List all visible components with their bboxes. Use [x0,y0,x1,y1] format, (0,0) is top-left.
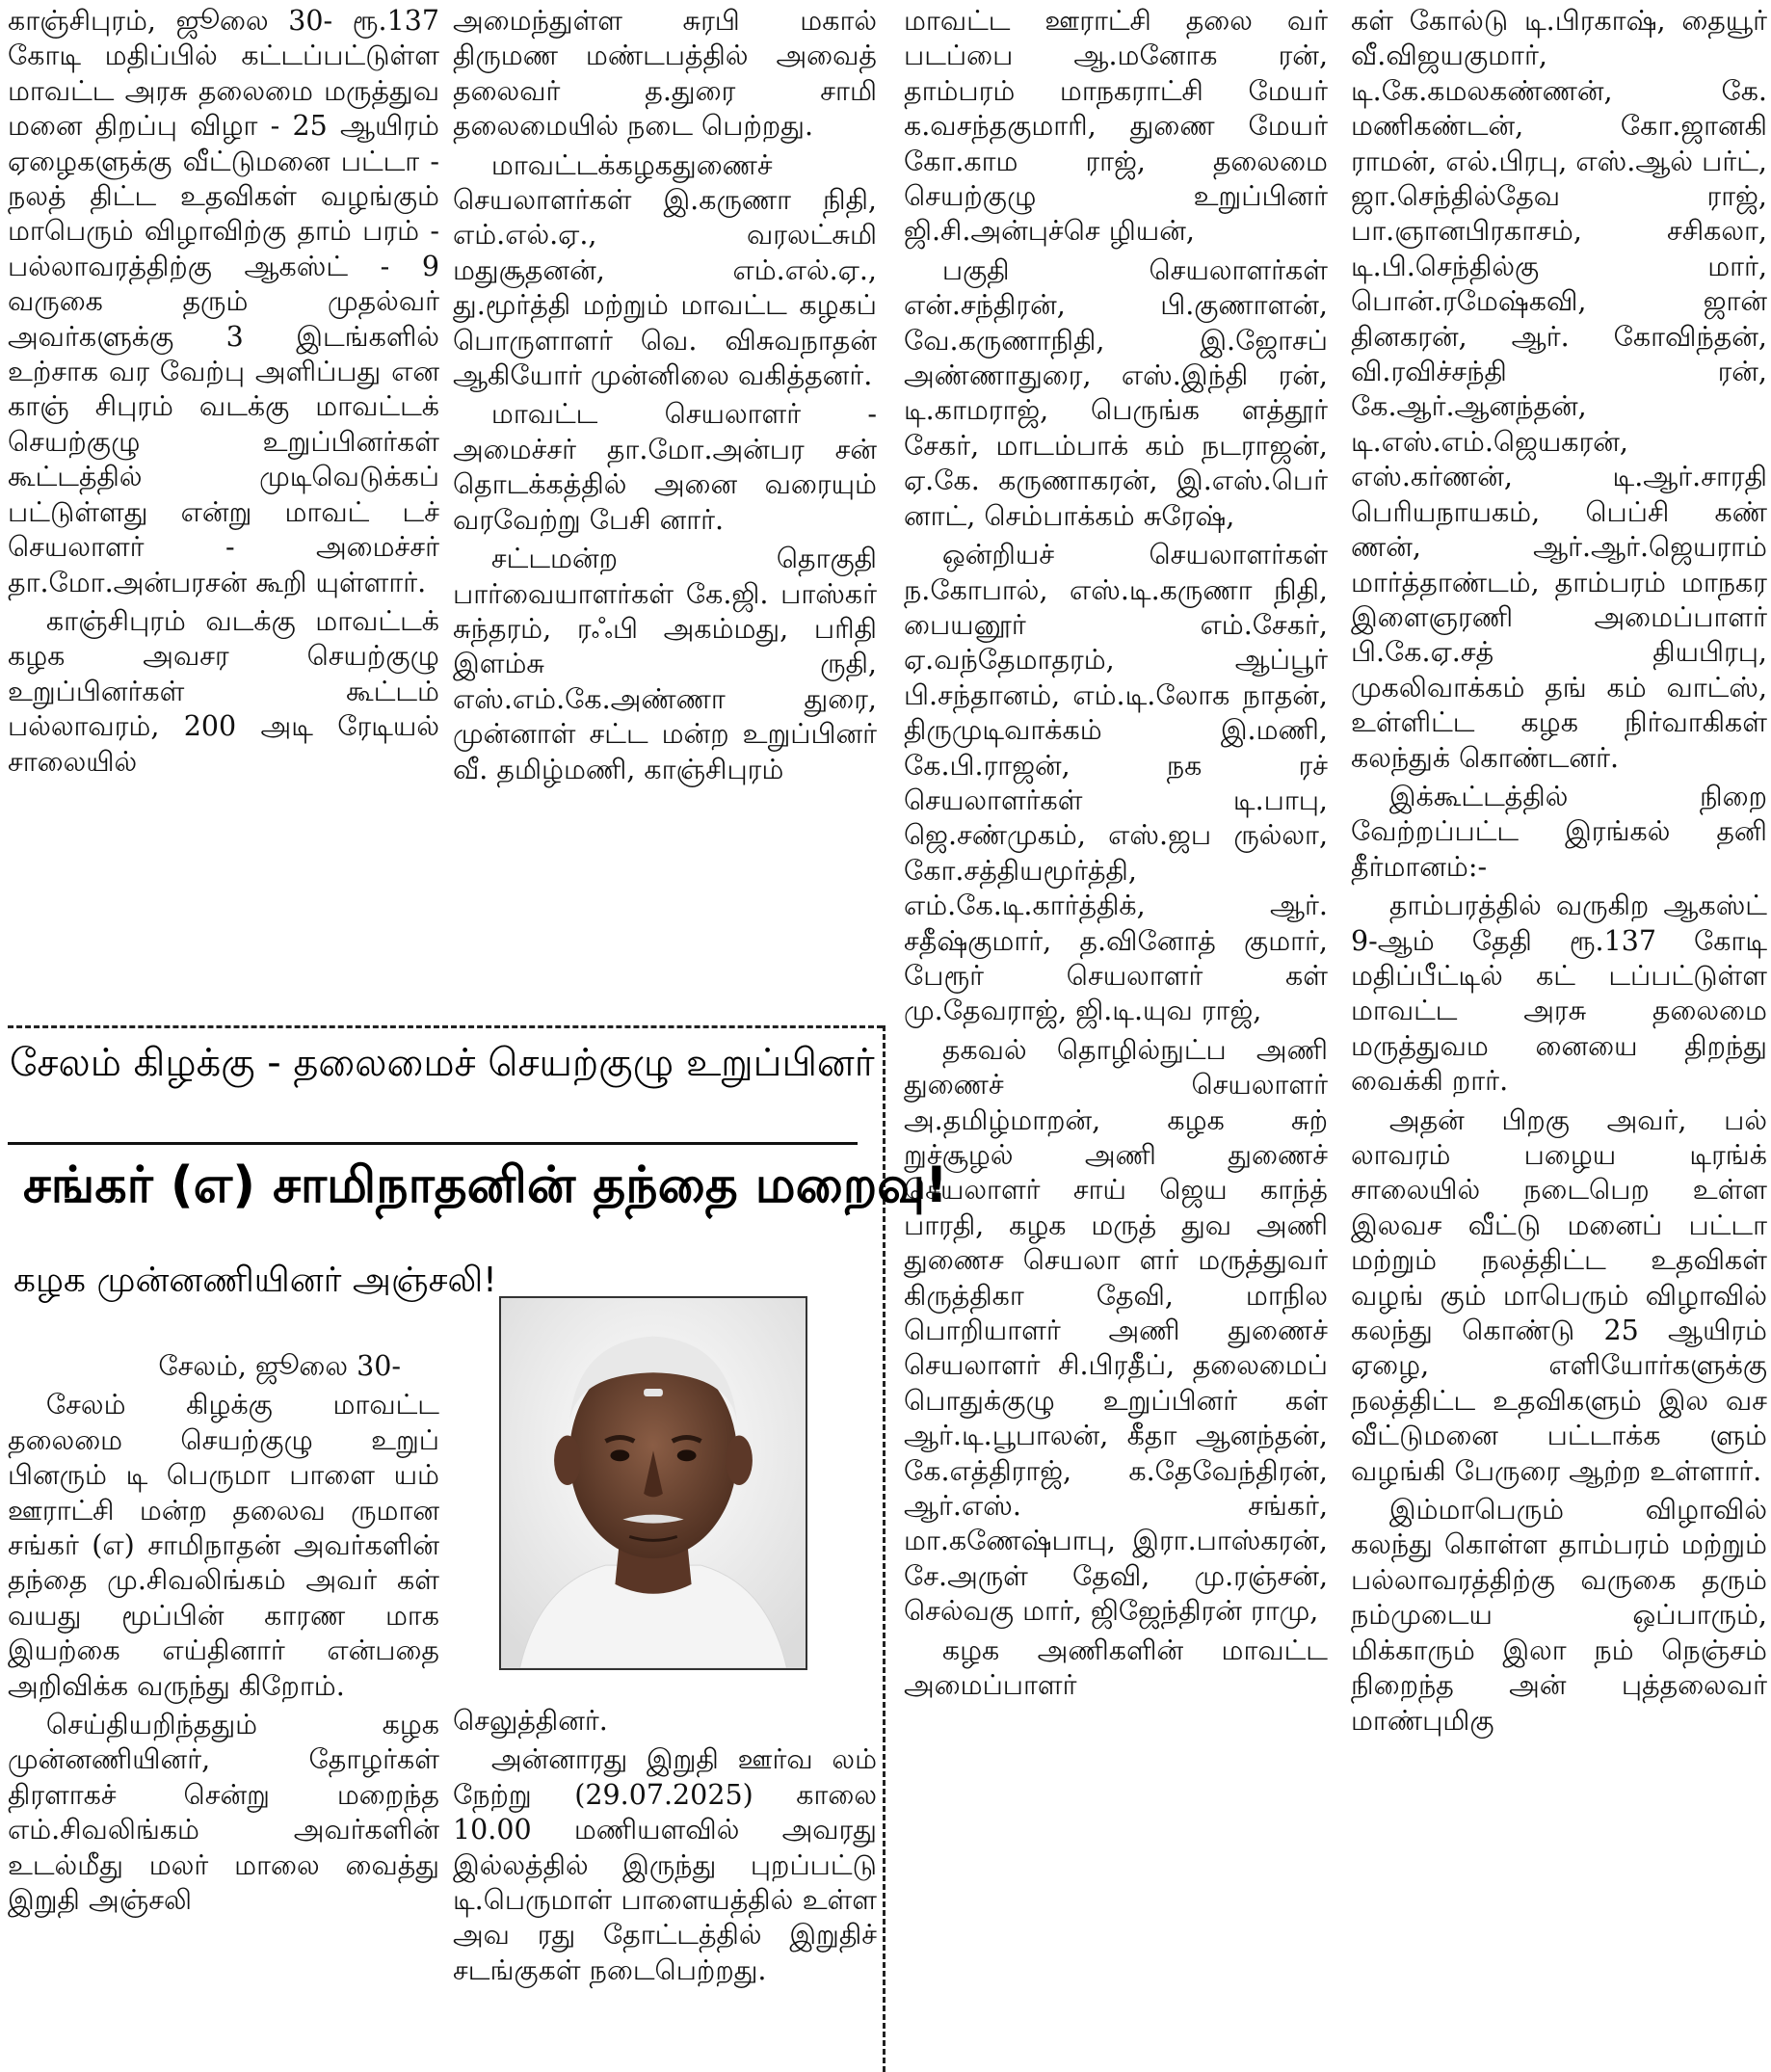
paragraph: செய்தியறிந்ததும் கழக முன்னணியினர், தோழர்கள் திரளாகச் சென்று மறைந்த எம்.சிவலிங்கம் அவர்களின் உடல்மீது மலர் மாலை வைத்து இறுதி அஞ்சலி [8,1709,439,1917]
article-column-2 [453,4,877,1006]
paragraph: அதன் பிறகு அவர், பல் லாவரம் பழைய டிரங்க் சாலையில் நடைபெற உள்ள இலவச வீட்டு மனைப் பட்டா மற்றும் நலத்திட்ட உதவிகள் வழங் கும் மாபெரும் விழாவில் கலந்து கொண்டு 25 ஆயிரம் ஏழை, எளியோர்களுக்கு நலத்திட்ட உதவிகளும் இல வச வீட்டுமனை பட்டாக்க ளும் வழங்கி பேருரை ஆற்ற உள்ளார். [1351,1103,1767,1487]
dateline: சேலம், ஜூலை 30- [158,1350,401,1382]
paragraph: செலுத்தினர். [453,1705,608,1737]
heading-divider [8,1142,858,1145]
paragraph: மாவட்ட ஊராட்சி தலை வர் படப்பை ஆ.மனோக ரன், தாம்பரம் மாநகராட்சி மேயர் க.வசந்தகுமாரி, துணை மேயர் கோ.காம ராஜ், தலைமை செயற்குழு உறுப்பினர் ஜி.சி.அன்புச்செ ழியன், [904,5,1328,248]
obituary-column-2 [453,1704,877,2068]
paragraph: தாம்பரத்தில் வருகிற ஆகஸ்ட் 9-ஆம் தேதி ரூ.137 கோடி மதிப்பீட்டில் கட் டப்பட்டுள்ள மாவட்ட அரசு தலைமை மருத்துவம னையை திறந்து வைக்கி றார். [1351,890,1767,1098]
paragraph: காஞ்சிபுரம் வடக்கு மாவட்டக் கழக அவசர செயற்குழு உறுப்பினர்கள் கூட்டம் பல்லாவரம், 200 அடி ரேடியல் சாலையில் [8,604,439,778]
paragraph: சட்டமன்ற தொகுதி பார்வையாளர்கள் கே.ஜி. பாஸ்கர் சுந்தரம், ரஃபி அகம்மது, பரிதி இளம்சு ருதி, எஸ்.எம்.கே.அண்ணா துரை, முன்னாள் சட்ட மன்ற உறுப்பினர் வீ. தமிழ்மணி, காஞ்சிபுரம் [453,543,877,785]
paragraph: இக்கூட்டத்தில் நிறை வேற்றப்பட்ட இரங்கல் தனி தீர்மானம்:- [1351,780,1767,883]
paragraph: சேலம் கிழக்கு மாவட்ட தலைமை செயற்குழு உறுப் பினரும் டி பெருமா பாளை யம் ஊராட்சி மன்ற தலைவ ருமான சங்கர் (எ) சாமிநாதன் அவர்களின் தந்தை மு.சிவலிங்கம் அவர் கள் வயது மூப்பின் காரண மாக இயற்கை எய்தினார் என்பதை அறிவிக்க வருந்து கிறோம். [8,1389,439,1702]
article-column-1 [8,4,439,1006]
paragraph: மாவட்ட செயலாளர் - அமைச்சர் தா.மோ.அன்பர சன் தொடக்கத்தில் அனை வரையும் வரவேற்று பேசி னார். [453,398,877,536]
paragraph: அன்னாரது இறுதி ஊர்வ லம் நேற்று (29.07.2025) காலை 10.00 மணியளவில் அவரது இல்லத்தில் இருந்து புறப்பட்டு டி.பெருமாள் பாளையத்தில் உள்ள அவ ரது தோட்டத்தில் இறுதிச் சடங்குகள் நடைபெற்றது. [453,1743,877,1986]
paragraph: இம்மாபெரும் விழாவில் கலந்து கொள்ள தாம்பரம் மற்றும் பல்லாவரத்திற்கு வருகை தரும் நம்முடைய ஒப்பாரும், மிக்காரும் இலா நம் நெஞ்சம் நிறைந்த அன் புத்தலைவர் மாண்புமிகு [1351,1494,1767,1737]
obituary-box-top-border [8,1025,883,1028]
article-column-3 [904,4,1328,2072]
article-column-4 [1351,4,1767,2072]
paragraph: பகுதி செயலாளர்கள் என்.சந்திரன், பி.குணாளன், வே.கருணாநிதி, இ.ஜோசப் அண்ணாதுரை, எஸ்.இந்தி ரன், டி.காமராஜ், பெருங்க ளத்தூர் சேகர், மாடம்பாக் கம் நடராஜன், ஏ.கே. கருணாகரன், இ.எஸ்.பெர் னாட், செம்பாக்கம் சுரேஷ், [904,253,1328,532]
obituary-headline: சங்கர் (எ) சாமிநாதனின் தந்தை மறைவு! [23,1156,948,1214]
paragraph: மாவட்டக்கழகதுணைச் செயலாளர்கள் இ.கருணா நிதி, எம்.எல்.ஏ., வரலட்சுமி மதுசூதனன், எம்.எல்.ஏ., து.மூர்த்தி மற்றும் மாவட்ட கழகப் பொருளாளர் வெ. விசுவநாதன் ஆகியோர் முன்னிலை வகித்தனர். [453,148,877,392]
portrait-elderly-man-icon [501,1298,806,1668]
paragraph: அமைந்துள்ள சுரபி மகால் திருமண மண்டபத்தில் அவைத் தலைவர் த.துரை சாமி தலைமையில் நடை பெற்றது. [453,5,877,143]
paragraph: ஒன்றியச் செயலாளர்கள் ந.கோபால், எஸ்.டி.கருணா நிதி, பையனூர் எம்.சேகர், ஏ.வந்தேமாதரம், ஆப்பூர் பி.சந்தானம், எம்.டி.லோக நாதன், திருமுடிவாக்கம் இ.மணி, கே.பி.ராஜன், நக ரச் செயலாளர்கள் டி.பாபு, ஜெ.சண்முகம், எஸ்.ஜப ருல்லா, கோ.சத்தியமூர்த்தி, எம்.கே.டி.கார்த்திக், ஆர். சதீஷ்குமார், த.வினோத் குமார், பேரூர் செயலாளர் கள் மு.தேவராஜ், ஜி.டி.யுவ ராஜ், [904,539,1328,1027]
paragraph: காஞ்சிபுரம், ஜூலை 30- ரூ.137 கோடி மதிப்பில் கட்டப்பட்டுள்ள மாவட்ட அரசு தலைமை மருத்துவ மனை திறப்பு விழா - 25 ஆயிரம் ஏழைகளுக்கு வீட்டுமனை பட்டா - நலத் திட்ட உதவிகள் வழங்கும் மாபெரும் விழாவிற்கு தாம் பரம் - பல்லாவரத்திற்கு ஆகஸ்ட் - 9 வருகை தரும் முதல்வர் அவர்களுக்கு 3 இடங்களில் உற்சாக வர வேற்பு அளிப்பது என காஞ் சிபுரம் வடக்கு மாவட்டக் செயற்குழு உறுப்பினர்கள் கூட்டத்தில் முடிவெடுக்கப் பட்டுள்ளது என்று மாவட் டச் செயலாளர் - அமைச்சர் தா.மோ.அன்பரசன் கூறி யுள்ளார். [8,5,439,598]
paragraph: கழக அணிகளின் மாவட்ட அமைப்பாளர் [904,1634,1328,1702]
paragraph: கள் கோல்டு டி.பிரகாஷ், தையூர் வீ.விஜயகுமார், டி.கே.கமலகண்ணன், கே. மணிகண்டன், கோ.ஜானகி ராமன், எல்.பிரபு, எஸ்.ஆல் பர்ட், ஜா.செந்தில்தேவ ராஜ், பா.ஞானபிரகாசம், சசிகலா, டி.பி.செந்தில்கு மார், பொன்.ரமேஷ்கவி, ஜான் தினகரன், ஆர். கோவிந்தன், வி.ரவிச்சந்தி ரன், கே.ஆர்.ஆனந்தன், டி.எஸ்.எம்.ஜெயகரன், எஸ்.கர்ணன், டி.ஆர்.சாரதி பெரியநாயகம், பெப்சி கண் ணன், ஆர்.ஆர்.ஜெயராம் மார்த்தாண்டம், தாம்பரம் மாநகர இளைஞரணி அமைப்பாளர் பி.கே.ஏ.சத் தியபிரபு, முகலிவாக்கம் தங் கம் வாட்ஸ், உள்ளிட்ட கழக நிர்வாகிகள் கலந்துக் கொண்டனர். [1351,5,1767,774]
obituary-kicker: சேலம் கிழக்கு - தலைமைச் செயற்குழு உறுப்பினர் [10,1041,875,1085]
paragraph: தகவல் தொழில்நுட்ப அணி துணைச் செயலாளர் அ.தமிழ்மாறன், கழக சுற் றுச்சூழல் அணி துணைச் செயலாளர் சாய் ஜெய காந்த் பாரதி, கழக மருத் துவ அணி துணைச செயலா ளர் மருத்துவர் கிருத்திகா தேவி, மாநில பொறியாளர் அணி துணைச் செயலாளர் சி.பிரதீப், தலைமைப் பொதுக்குழு உறுப்பினர் கள் ஆர்.டி.பூபாலன், கீதா ஆனந்தன், கே.எத்திராஜ், க.தேவேந்திரன், ஆர்.எஸ். சங்கர், மா.கணேஷ்பாபு, இரா.பாஸ்கரன், சே.அருள் தேவி, மு.ரஞ்சன், செல்வகு மார், ஜிஜேந்திரன் ராமு, [904,1033,1328,1628]
obituary-subhead: கழக முன்னணியினர் அஞ்சலி! [13,1261,497,1300]
obituary-column-1 [8,1349,439,2068]
portrait-photo [499,1296,807,1670]
